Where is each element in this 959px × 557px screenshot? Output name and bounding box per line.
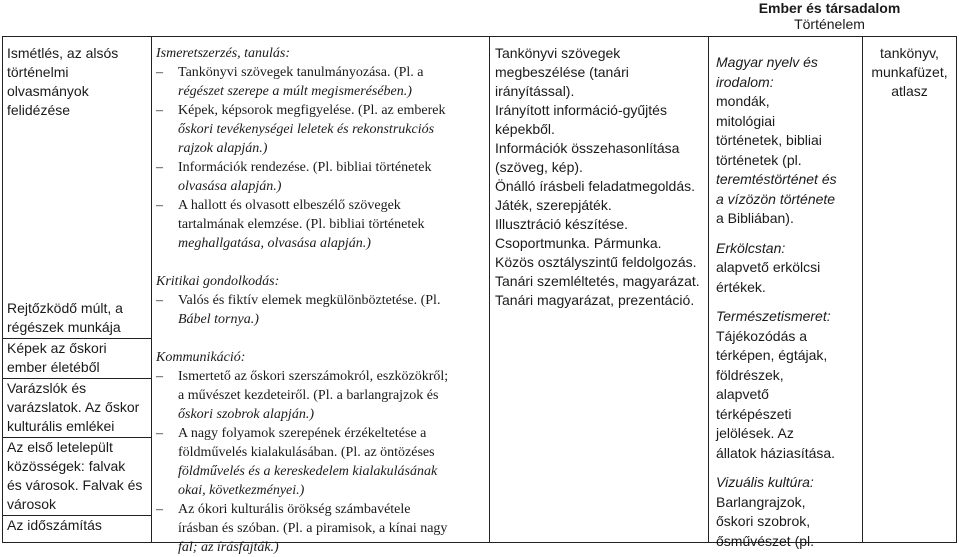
- connection-line: értékek.: [716, 278, 766, 295]
- method-line: Önálló írásbeli feladatmegoldás.: [495, 178, 696, 194]
- skill-item-line: A hallott és olvasott elbeszélő szövegek: [178, 198, 401, 213]
- connection-line: őskori szobrok,: [716, 513, 811, 529]
- skill-item-line: A nagy folyamok szerepének érzékeltetése a: [178, 426, 427, 441]
- materials-column: [863, 37, 956, 542]
- topic-line: közösségek: falvak: [7, 458, 126, 474]
- skill-item-line: Bábel tornya.): [178, 312, 259, 327]
- topic-line: Varázslók és: [7, 380, 87, 396]
- skill-item-line: Képek, képsorok megfigyelése. (Pl. az emberek: [178, 103, 446, 118]
- connection-title: Magyar nyelv és: [716, 54, 818, 70]
- review-topic-line: Ismétlés, az alsós: [7, 45, 119, 61]
- connection-line: állatok háziasítása.: [716, 444, 836, 461]
- method-line: (szöveg, kép).: [495, 159, 583, 175]
- connection-line: a vízözön története: [716, 190, 836, 207]
- skill-item-line: őskori szobrok alapján.): [178, 407, 314, 422]
- section-spacer: [716, 463, 858, 473]
- topic-cell: [3, 299, 151, 339]
- dash-bullet: –: [156, 369, 163, 384]
- topic-line: Rejtőzködő múlt, a: [7, 300, 123, 316]
- connection-title: Erkölcstan:: [716, 239, 786, 256]
- connection-line: Barlangrajzok,: [716, 493, 806, 510]
- page-header: [700, 0, 959, 32]
- skill-item-line: Ismertető az őskori szerszámokról, eszközökről;: [178, 369, 449, 384]
- header-discipline: Történelem: [794, 16, 865, 32]
- connection-title: irodalom:: [716, 73, 774, 90]
- connection-line: ősművészet (pl.: [716, 532, 815, 549]
- skill-item-line: Információk rendezése. (Pl. bibliai történetek: [178, 160, 432, 175]
- skill-item-line: írásban és szóban. (Pl. a piramisok, a kínai nagy: [178, 521, 448, 536]
- topic-line: és városok. Falvak és: [7, 477, 143, 493]
- dash-bullet: –: [156, 103, 163, 118]
- method-line: Tanári szemléltetés, magyarázat.: [495, 273, 700, 289]
- connection-line: teremtéstörténet és: [716, 171, 837, 187]
- skill-item-line: tartalmának elemzése. (Pl. bibliai történetek: [178, 217, 425, 232]
- connection-line: a Bibliában).: [716, 210, 794, 226]
- connections-column: [709, 37, 863, 549]
- dash-bullet: –: [156, 426, 163, 441]
- topic-line: Képek az őskori: [7, 340, 107, 356]
- connection-line: mondák,: [716, 93, 770, 109]
- material-line: atlasz: [891, 83, 928, 99]
- method-line: Játék, szerepjáték.: [495, 197, 612, 213]
- connection-line: térképen, égtájak,: [716, 347, 828, 363]
- dash-bullet: –: [156, 502, 163, 517]
- review-topic-line: olvasmányok: [7, 83, 89, 99]
- skill-item: [156, 291, 485, 329]
- method-line: Információk összehasonlítása: [495, 140, 680, 156]
- material-line: tankönyv,: [880, 45, 939, 61]
- method-line: Tanári magyarázat, prezentáció.: [495, 292, 695, 308]
- skill-item: [156, 63, 485, 101]
- connection-line: alapvető erkölcsi: [716, 259, 821, 275]
- skill-item: [156, 158, 485, 196]
- skill-item: [156, 367, 485, 424]
- method-line: Közös osztályszintű feldolgozás.: [495, 254, 697, 270]
- topic-line: kulturális emlékei: [7, 418, 115, 434]
- connection-title: Vizuális kultúra:: [716, 474, 814, 490]
- topic-list: [3, 299, 151, 536]
- method-line: Csoportmunka. Pármunka.: [495, 235, 662, 251]
- skill-item-line: rajzok alapján.): [178, 141, 268, 156]
- skill-item-line: Valós és fiktív elemek megkülönböztetése. (Pl.: [178, 293, 441, 308]
- group-spacer: [156, 253, 485, 272]
- skill-item-line: régészet szerepe a múlt megismerésében.): [178, 84, 412, 99]
- review-topic: [7, 44, 118, 120]
- connection-line: mitológiai: [716, 112, 776, 129]
- skill-item-line: Az ókori kulturális örökség számbavétele: [178, 502, 411, 517]
- skills-content: [156, 44, 485, 557]
- skill-item-line: fal; az írásfajták.): [178, 540, 279, 555]
- dash-bullet: –: [156, 293, 163, 308]
- skill-group-title: Kritikai gondolkodás:: [156, 274, 280, 289]
- connection-line: térképészeti: [716, 405, 792, 422]
- topic-cell: [3, 379, 151, 438]
- skill-item-line: földművelés és a kereskedelem kialakulásának: [178, 464, 438, 479]
- connections-content: [716, 53, 858, 551]
- skill-item-line: a művészet kezdeteiről. (Pl. a barlangrajzok és: [178, 388, 439, 403]
- topic-line: városok: [7, 496, 57, 512]
- topic-cell: [3, 516, 151, 536]
- material-line: munkafüzet,: [871, 64, 948, 80]
- group-spacer: [156, 329, 485, 348]
- method-line: Tankönyvi szövegek: [495, 45, 621, 61]
- method-line: megbeszélése (tanári: [495, 64, 629, 80]
- materials-content: [863, 44, 956, 101]
- skill-item-line: földművelés kialakulásában. (Pl. az öntözéses: [178, 445, 435, 460]
- skill-item-line: olvasása alapján.): [178, 179, 282, 194]
- skill-group-title: Kommunikáció:: [156, 350, 246, 365]
- review-topic-line: történelmi: [7, 64, 69, 80]
- topic-line: Az első letelepült: [7, 439, 113, 455]
- skill-item: [156, 101, 485, 158]
- connection-line: történetek, bibliai: [716, 132, 822, 148]
- methods-column: [490, 37, 709, 542]
- topic-line: Az időszámítás: [7, 517, 102, 533]
- dash-bullet: –: [156, 198, 163, 213]
- skill-item-line: Tankönyvi szövegek tanulmányozása. (Pl. a: [178, 65, 424, 80]
- header-subject: Ember és társadalom: [758, 0, 901, 16]
- skill-item-line: meghallgatása, olvasása alapján.): [178, 236, 371, 251]
- dash-bullet: –: [156, 160, 163, 175]
- connection-line: jelölések. Az: [716, 425, 794, 441]
- topics-column: [3, 37, 152, 542]
- topic-cell: [3, 339, 151, 379]
- section-spacer: [716, 297, 858, 307]
- method-line: Illusztráció készítése.: [495, 216, 629, 232]
- topic-line: varázslatok. Az őskor: [7, 399, 140, 415]
- skill-item: [156, 424, 485, 500]
- topic-line: régészek munkája: [7, 319, 121, 335]
- dash-bullet: –: [156, 65, 163, 80]
- connection-line: történetek (pl.: [716, 151, 802, 168]
- connection-line: földrészek,: [716, 366, 784, 383]
- curriculum-table: [2, 36, 957, 555]
- connection-line: Tájékozódás a: [716, 327, 808, 344]
- topic-line: ember életéből: [7, 359, 100, 375]
- topic-cell: [3, 438, 151, 516]
- review-topic-line: felidézése: [7, 102, 71, 118]
- skill-item: [156, 500, 485, 557]
- section-spacer: [716, 229, 858, 239]
- methods-content: [495, 44, 704, 310]
- method-line: Irányított információ-gyűjtés: [495, 102, 667, 118]
- skills-column: [152, 37, 490, 555]
- connection-line: alapvető: [716, 386, 769, 402]
- method-line: irányítással).: [495, 83, 575, 99]
- skill-item: [156, 196, 485, 253]
- method-line: képekből.: [495, 121, 555, 137]
- skill-item-line: őskori tevékenységei leletek és rekonstrukciós: [178, 122, 435, 137]
- skill-group-title: Ismeretszerzés, tanulás:: [156, 46, 291, 61]
- skill-item-line: okai, következményei.): [178, 483, 305, 498]
- connection-title: Természetismeret:: [716, 308, 831, 324]
